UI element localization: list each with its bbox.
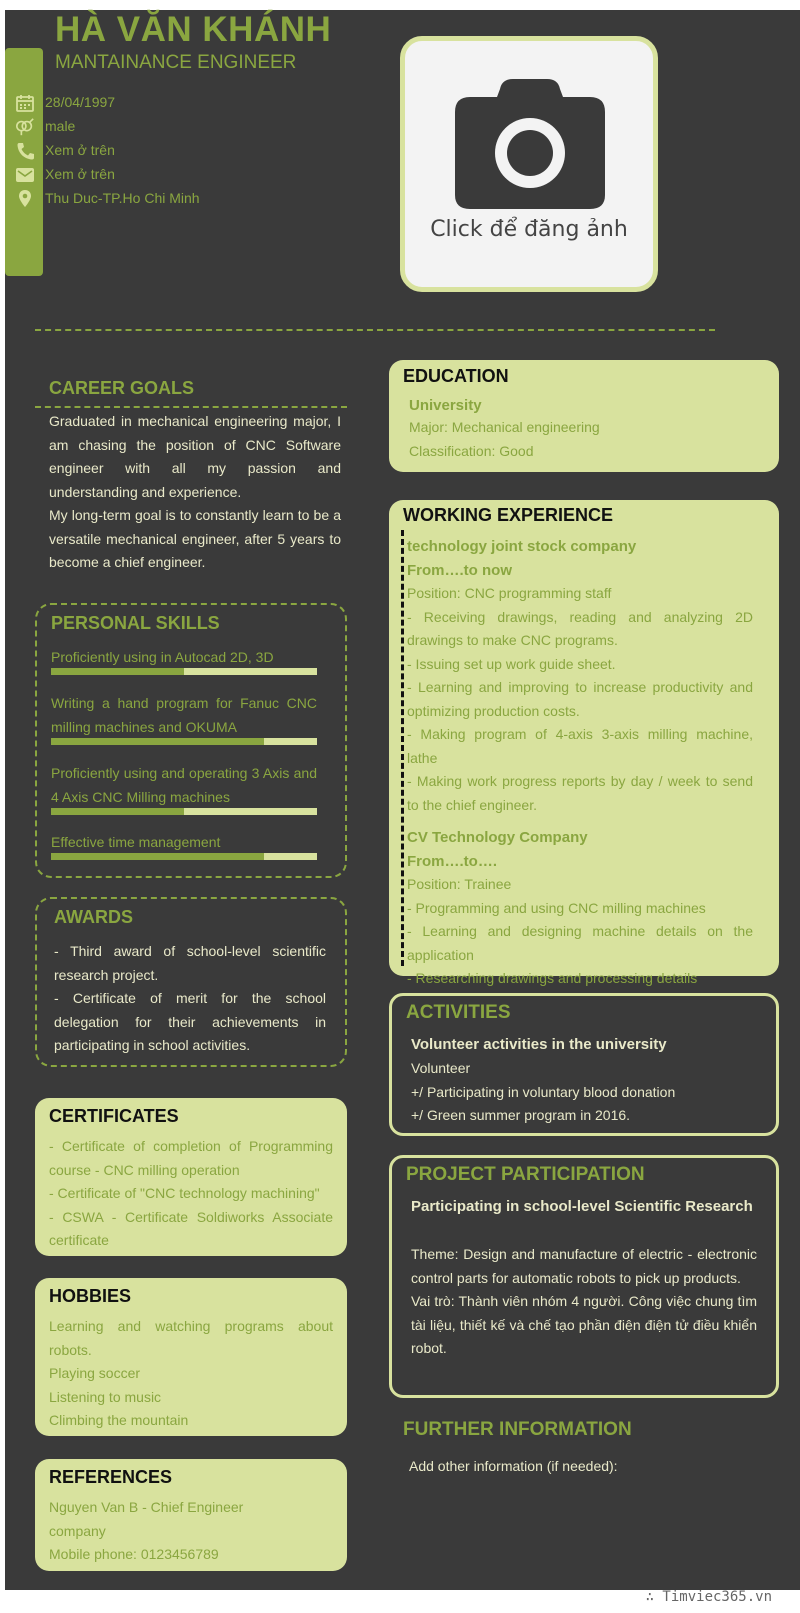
phone-text: Xem ở trên <box>45 142 115 158</box>
hobbies-text <box>49 1315 333 1433</box>
envelope-icon <box>15 166 35 184</box>
brand-watermark: ∴ Timviec365.vn <box>645 1589 772 1605</box>
hobby-line: Playing soccer <box>49 1365 141 1381</box>
skill-bar <box>51 738 317 745</box>
reference-line: company <box>49 1522 106 1539</box>
reference-line: Nguyen Van B - Chief Engineer <box>49 1499 244 1515</box>
job-line: - Programming and using CNC milling machines <box>407 899 706 916</box>
education-section <box>389 360 779 472</box>
address-row <box>5 188 305 210</box>
career-goals-divider <box>35 406 347 408</box>
hobby-line: Learning and watching programs about robots. <box>49 1318 333 1358</box>
awards-section <box>35 897 347 1067</box>
work-title-wrap <box>403 505 758 526</box>
job-period: From….to…. <box>407 852 497 870</box>
further-info-title: FURTHER INFORMATION <box>403 1419 632 1440</box>
certificates-inner <box>49 1106 333 1253</box>
skill-item <box>51 831 317 855</box>
certificate-line: - CSWA - Certificate Soldiworks Associate certificate <box>49 1208 333 1248</box>
activity-line: +/ Green summer program in 2016. <box>411 1107 631 1123</box>
references-title: REFERENCES <box>49 1467 173 1487</box>
map-pin-icon <box>15 190 35 208</box>
references-section <box>35 1459 347 1571</box>
career-goal-line: My long-term goal is to constantly learn to be a versatile mechanical engineer, after 5 years to become a chief engineer. <box>49 507 341 570</box>
skill-item <box>51 646 317 670</box>
personal-skills-title: PERSONAL SKILLS <box>51 613 220 633</box>
skill-bar <box>51 853 317 860</box>
photo-caption: Click để đăng ảnh <box>430 217 628 242</box>
career-goals-section <box>35 378 355 575</box>
job-line: - Receiving drawings, reading and analyzing 2D drawings to make CNC programs. <box>407 608 753 648</box>
cv-page <box>5 10 800 1590</box>
gender-icon <box>15 118 35 136</box>
skill-label: Effective time management <box>51 834 221 850</box>
activities-heading: Volunteer activities in the university <box>411 1036 667 1053</box>
email-row <box>5 164 305 186</box>
activities-section <box>389 993 779 1136</box>
education-title: EDUCATION <box>403 366 509 386</box>
gender-text: male <box>45 118 76 134</box>
certificates-section <box>35 1098 347 1256</box>
education-inner <box>403 366 765 463</box>
phone-row <box>5 140 305 162</box>
work-experience-section <box>389 500 779 986</box>
job-line: - Issuing set up work guide sheet. <box>407 655 616 672</box>
hobbies-title: HOBBIES <box>49 1286 132 1306</box>
skill-item <box>51 692 317 739</box>
personal-skills-section <box>35 603 347 878</box>
projects-title: PROJECT PARTICIPATION <box>406 1164 645 1185</box>
job-details <box>407 582 753 817</box>
activities-title: ACTIVITIES <box>406 1002 511 1023</box>
education-major: Major: Mechanical engineering <box>409 419 600 435</box>
candidate-name: HÀ VĂN KHÁNH <box>55 10 332 49</box>
info-side-tab <box>5 48 43 276</box>
hobbies-inner <box>49 1286 333 1433</box>
skill-label: Proficiently using in Autocad 2D, 3D <box>51 649 274 665</box>
certificate-line: - Certificate of "CNC technology machining" <box>49 1185 320 1201</box>
calendar-icon <box>15 94 35 112</box>
photo-upload-area[interactable] <box>400 36 658 292</box>
camera-icon <box>455 77 605 212</box>
job-list <box>407 535 753 991</box>
awards-text <box>54 940 326 1058</box>
projects-heading: Participating in school-level Scientific Research <box>411 1198 753 1215</box>
hobby-line: Listening to music <box>49 1388 162 1405</box>
job-entry <box>407 826 753 991</box>
skill-label: Proficiently using and operating 3 Axis and 4 Axis CNC Milling machines <box>51 765 317 805</box>
education-school: University <box>409 397 482 414</box>
career-goal-line: Graduated in mechanical engineering major, I am chasing the position of CNC Software engineer with all my passion and understanding and experience. <box>49 413 341 500</box>
job-company: CV Technology Company <box>407 829 588 846</box>
activities-text <box>411 1057 757 1128</box>
hobby-line: Climbing the mountain <box>49 1412 189 1428</box>
job-company: technology joint stock company <box>407 538 637 555</box>
reference-line: Mobile phone: 0123456789 <box>49 1546 219 1562</box>
job-line: - Making work progress reports by day / week to send to the chief engineer. <box>407 773 753 813</box>
job-line: - Learning and improving to increase productivity and optimizing production costs. <box>407 679 753 719</box>
job-line: - Learning and designing machine details on the application <box>407 923 753 963</box>
job-line: - Researching drawings and processing details <box>407 970 698 986</box>
gender-row <box>5 116 305 138</box>
skill-bar-fill <box>51 853 264 860</box>
job-details <box>407 873 753 991</box>
further-info-text[interactable]: Add other information (if needed): <box>409 1458 618 1474</box>
project-participation-section <box>389 1155 779 1398</box>
job-title: MANTAINANCE ENGINEER <box>55 52 297 73</box>
job-line: Position: Trainee <box>407 876 512 892</box>
skill-bar <box>51 668 317 675</box>
project-line: Vai trò: Thành viên nhóm 4 người. Công việc chung tìm tài liệu, thiết kế và chế tạo phần điện điện tử điều khiển robot. <box>411 1293 757 1356</box>
project-line: Theme: Design and manufacture of electric - electronic control parts for automatic robots to pick up products. <box>411 1246 757 1286</box>
skill-item <box>51 762 317 809</box>
work-experience-title: WORKING EXPERIENCE <box>403 505 614 525</box>
birthdate-text: 28/04/1997 <box>45 94 116 110</box>
projects-text <box>411 1243 757 1361</box>
certificates-text <box>49 1135 333 1253</box>
phone-icon <box>15 142 35 160</box>
education-details <box>409 416 765 463</box>
job-line: - Making program of 4-axis 3-axis milling machine, lathe <box>407 726 753 766</box>
award-line: - Certificate of merit for the school delegation for their achievements in participating in school activities. <box>54 990 326 1053</box>
education-classification: Classification: Good <box>409 442 534 459</box>
certificate-line: - Certificate of completion of Programming course - CNC milling operation <box>49 1138 333 1178</box>
awards-title: AWARDS <box>54 907 134 927</box>
job-entry <box>407 535 753 817</box>
job-period: From….to now <box>407 561 512 579</box>
job-line: Position: CNC programming staff <box>407 585 612 601</box>
skill-label: Writing a hand program for Fanuc CNC milling machines and OKUMA <box>51 695 317 735</box>
skill-bar-fill <box>51 738 264 745</box>
career-goals-text <box>35 410 355 575</box>
career-goals-title: CAREER GOALS <box>49 378 195 398</box>
certificates-title: CERTIFICATES <box>49 1106 179 1126</box>
activity-line: +/ Participating in voluntary blood donation <box>411 1083 676 1100</box>
address-text: Thu Duc-TP.Ho Chi Minh <box>45 190 200 206</box>
skill-bar-fill <box>51 668 184 675</box>
activity-line: Volunteer <box>411 1060 471 1076</box>
skill-bar-fill <box>51 808 184 815</box>
timeline-line <box>401 530 404 966</box>
hobbies-section <box>35 1278 347 1436</box>
header-divider <box>35 329 715 331</box>
birthdate-row <box>5 92 305 114</box>
skill-bar <box>51 808 317 815</box>
award-line: - Third award of school-level scientific research project. <box>54 943 326 983</box>
email-text: Xem ở trên <box>45 166 115 182</box>
references-inner <box>49 1467 333 1567</box>
references-text <box>49 1496 333 1567</box>
